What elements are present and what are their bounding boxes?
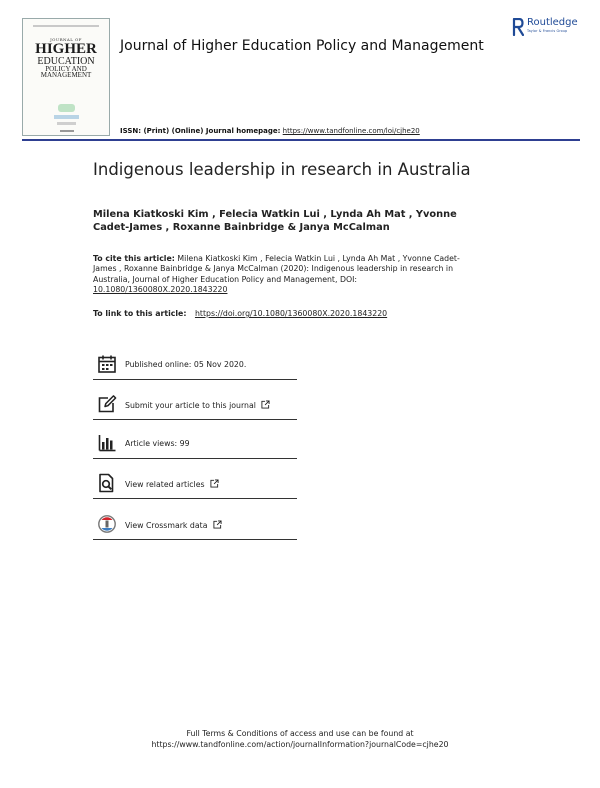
cover-top-rule xyxy=(33,25,99,27)
journal-homepage-link[interactable]: https://www.tandfonline.com/loi/cjhe20 xyxy=(282,127,420,135)
citation-doi-link[interactable]: 10.1080/1360080X.2020.1843220 xyxy=(93,284,228,294)
external-link-icon xyxy=(261,400,270,409)
bar-chart-icon xyxy=(97,433,117,453)
submit-article-row[interactable] xyxy=(93,392,297,420)
related-articles-label: View related articles xyxy=(125,480,205,489)
submit-article-label: Submit your article to this journal xyxy=(125,401,256,410)
related-articles-link[interactable] xyxy=(125,479,219,489)
citation-label: To cite this article: xyxy=(93,254,175,263)
cover-footer-mark xyxy=(60,130,74,132)
cover-strip xyxy=(57,122,76,125)
crossmark-icon xyxy=(97,514,117,534)
submit-article-link[interactable] xyxy=(125,400,270,410)
journal-cover xyxy=(22,18,110,136)
header-divider xyxy=(22,139,580,141)
cover-badge xyxy=(58,104,75,112)
footer-terms-link[interactable]: https://www.tandfonline.com/action/journalInformation?journalCode=cjhe20 xyxy=(151,740,449,749)
publisher-logo xyxy=(512,17,588,41)
link-label: To link to this article: xyxy=(93,309,187,318)
cover-title xyxy=(27,43,105,79)
issn-label: ISSN: (Print) (Online) Journal homepage: xyxy=(120,127,281,135)
article-authors: Milena Kiatkoski Kim , Felecia Watkin Lui , Lynda Ah Mat , Yvonne Cadet-James , Roxanne Bainbridge & Janya McCalman xyxy=(93,209,457,233)
cover-title-line: HIGHER xyxy=(35,41,97,57)
edit-icon xyxy=(97,394,117,414)
cover-journal-of: JOURNAL OF xyxy=(50,37,82,42)
external-link-icon xyxy=(210,479,219,488)
publisher-tagline: Taylor & Francis Group xyxy=(527,29,568,33)
citation-block xyxy=(93,254,473,295)
routledge-logo-icon xyxy=(512,18,524,36)
issn-line xyxy=(120,127,420,135)
related-articles-row[interactable] xyxy=(93,471,297,499)
external-link-icon xyxy=(213,520,222,529)
crossmark-label: View Crossmark data xyxy=(125,521,208,530)
article-title: Indigenous leadership in research in Australia xyxy=(93,160,471,179)
cover-title-line: MANAGEMENT xyxy=(40,71,92,80)
published-online-row xyxy=(93,352,297,380)
footer-terms-text: Full Terms & Conditions of access and use can be found at xyxy=(186,729,414,738)
citation-text: Milena Kiatkoski Kim , Felecia Watkin Lui , Lynda Ah Mat , Yvonne Cadet-James , Roxanne Bainbridge & Janya McCalman (2020): Indigenous leadership in research in Australia, Journal of Higher Education Policy and Management, DOI: xyxy=(93,254,460,284)
article-link-row xyxy=(93,309,387,318)
calendar-icon xyxy=(97,354,117,374)
crossmark-link[interactable] xyxy=(125,520,222,530)
article-views-row xyxy=(93,431,297,459)
publisher-name: Routledge xyxy=(527,17,578,28)
crossmark-row[interactable] xyxy=(93,512,297,540)
cover-title-line: POLICY AND xyxy=(45,64,87,73)
related-search-icon xyxy=(97,473,117,493)
published-online-text: Published online: 05 Nov 2020. xyxy=(125,360,247,369)
article-views-text: Article views: 99 xyxy=(125,439,190,448)
journal-title: Journal of Higher Education Policy and Management xyxy=(120,38,484,54)
article-doi-link[interactable]: https://doi.org/10.1080/1360080X.2020.1843220 xyxy=(194,309,388,318)
page-footer xyxy=(0,728,600,750)
cover-strip xyxy=(54,115,79,119)
cover-title-line: EDUCATION xyxy=(37,55,95,67)
